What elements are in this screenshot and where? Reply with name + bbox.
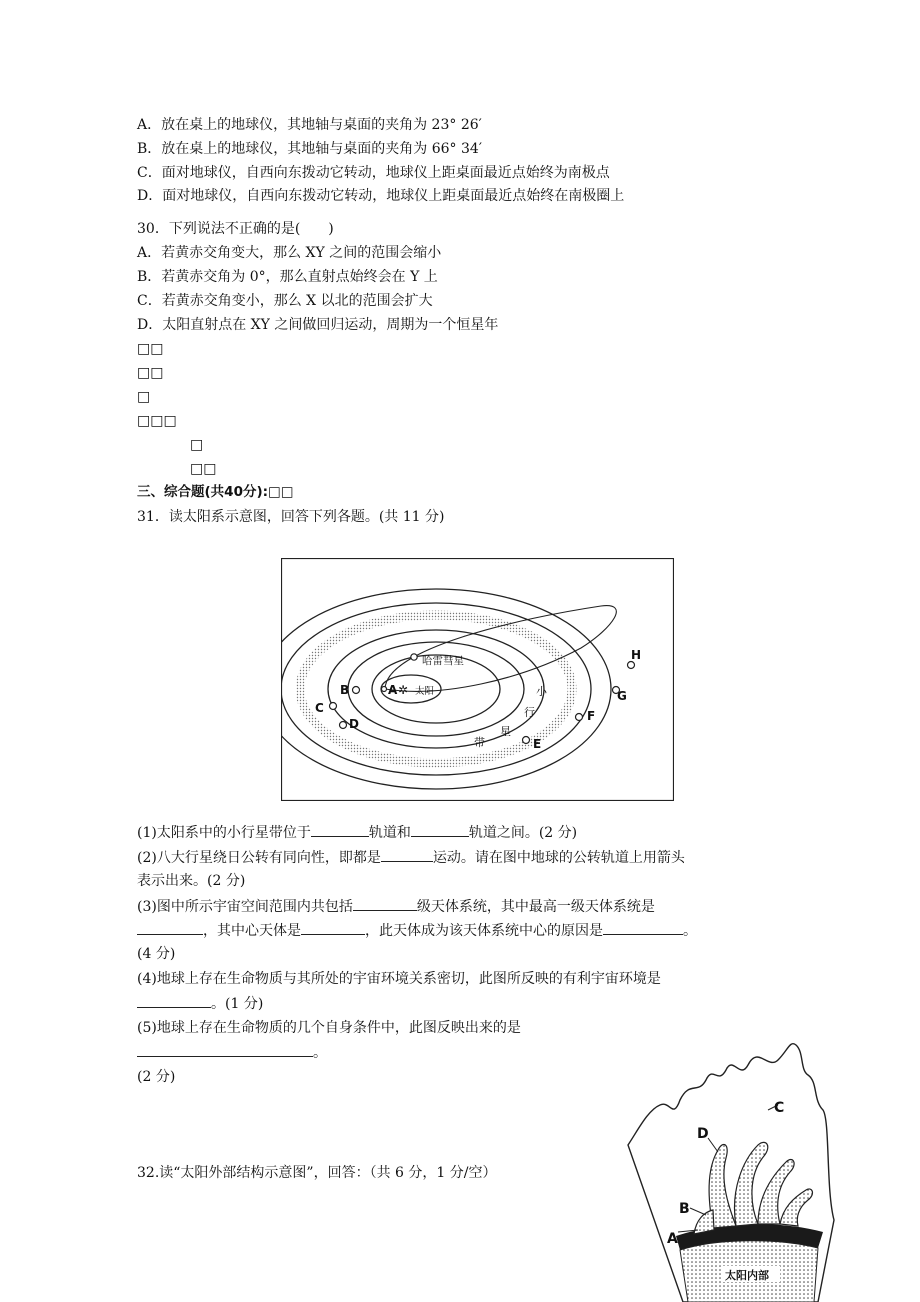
planet-label-h: H	[631, 648, 642, 662]
sun-structure-diagram	[618, 1040, 843, 1302]
garbled-text: □	[137, 389, 151, 405]
q31-sub2-cont: 表示出来。(2 分)	[137, 873, 246, 889]
q30-option-c: C．若黄赤交角变小，那么 X 以北的范围会扩大	[137, 293, 433, 309]
q31-sub5: (5)地球上存在生命物质的几个自身条件中，此图反映出来的是	[137, 1020, 521, 1036]
asteroid-belt-label: 带	[474, 736, 485, 749]
q30-stem: 30．下列说法不正确的是( )	[137, 221, 334, 237]
answer-blank[interactable]	[603, 920, 683, 935]
garbled-text: □□	[137, 365, 164, 381]
q31-sub5-points: (2 分)	[137, 1069, 176, 1085]
comet-label: 哈雷彗星	[422, 655, 464, 667]
section-heading: 三、综合题(共40分):□□	[137, 484, 294, 500]
garbled-text: □□□	[137, 413, 177, 429]
q31-stem: 31．读太阳系示意图，回答下列各题。(共 11 分)	[137, 509, 445, 525]
q31-sub3: (3)图中所示宇宙空间范围内共包括 级天体系统，其中最高一级天体系统是	[137, 896, 655, 917]
q31-sub5-cont: 。	[137, 1042, 327, 1063]
planet-label-d: D	[349, 717, 359, 731]
q30-option-a: A．若黄赤交角变大，那么 XY 之间的范围会缩小	[137, 245, 442, 261]
sun-layer-label-c: C	[774, 1100, 785, 1116]
answer-blank[interactable]	[311, 822, 369, 837]
planet-label-f: F	[587, 709, 596, 723]
q29-option-c: C．面对地球仪，自西向东拨动它转动，地球仪上距桌面最近点始终为南极点	[137, 165, 610, 181]
q31-sub4: (4)地球上存在生命物质与其所处的宇宙环境关系密切，此图所反映的有利宇宙环境是	[137, 971, 661, 987]
sun-label: 太阳	[415, 686, 435, 697]
answer-blank[interactable]	[137, 993, 211, 1008]
answer-blank[interactable]	[301, 920, 365, 935]
answer-blank[interactable]	[381, 847, 433, 862]
q31-sub1: (1)太阳系中的小行星带位于 轨道和 轨道之间。(2 分)	[137, 822, 577, 843]
sun-interior-label: 太阳内部	[725, 1269, 769, 1282]
q31-sub2: (2)八大行星绕日公转有同向性，即都是 运动。请在图中地球的公转轨道上用箭头	[137, 847, 685, 868]
q31-sub4-cont: 。(1 分)	[137, 993, 263, 1014]
q30-option-b: B．若黄赤交角为 0°，那么直射点始终会在 Y 上	[137, 269, 438, 285]
planet-label-a: A	[388, 683, 398, 697]
answer-blank[interactable]	[137, 1042, 313, 1057]
sun-icon: ✲	[398, 683, 409, 697]
q32-stem: 32.读“太阳外部结构示意图”，回答：（共 6 分，1 分/空）	[137, 1165, 497, 1181]
planet-label-g: G	[617, 689, 627, 703]
sun-layer-label-d: D	[697, 1126, 709, 1142]
planet-label-b: B	[340, 683, 350, 697]
garbled-text: □□	[190, 461, 217, 477]
answer-blank[interactable]	[353, 896, 417, 911]
q29-option-d: D．面对地球仪，自西向东拨动它转动，地球仪上距桌面最近点始终在南极圈上	[137, 188, 625, 204]
garbled-text: □□	[137, 341, 164, 357]
q31-sub3-points: (4 分)	[137, 946, 176, 962]
asteroid-belt-label: 行	[524, 706, 535, 719]
asteroid-belt-label: 星	[500, 725, 511, 738]
planet-label-e: E	[533, 737, 542, 751]
planet-label-c: C	[315, 701, 324, 715]
answer-blank[interactable]	[411, 822, 469, 837]
sun-layer-label-a: A	[667, 1231, 678, 1247]
q31-sub3-cont: ，其中心天体是 ，此天体成为该天体系统中心的原因是 。	[137, 920, 697, 941]
q29-option-b: B．放在桌上的地球仪，其地轴与桌面的夹角为 66° 34′	[137, 141, 482, 157]
q30-option-d: D．太阳直射点在 XY 之间做回归运动，周期为一个恒星年	[137, 317, 499, 333]
answer-blank[interactable]	[137, 920, 203, 935]
q29-option-a: A．放在桌上的地球仪，其地轴与桌面的夹角为 23° 26′	[137, 117, 482, 133]
sun-layer-label-b: B	[679, 1201, 690, 1217]
asteroid-belt-label: 小	[536, 685, 547, 698]
garbled-text: □	[190, 437, 204, 453]
solar-system-diagram	[281, 558, 674, 801]
